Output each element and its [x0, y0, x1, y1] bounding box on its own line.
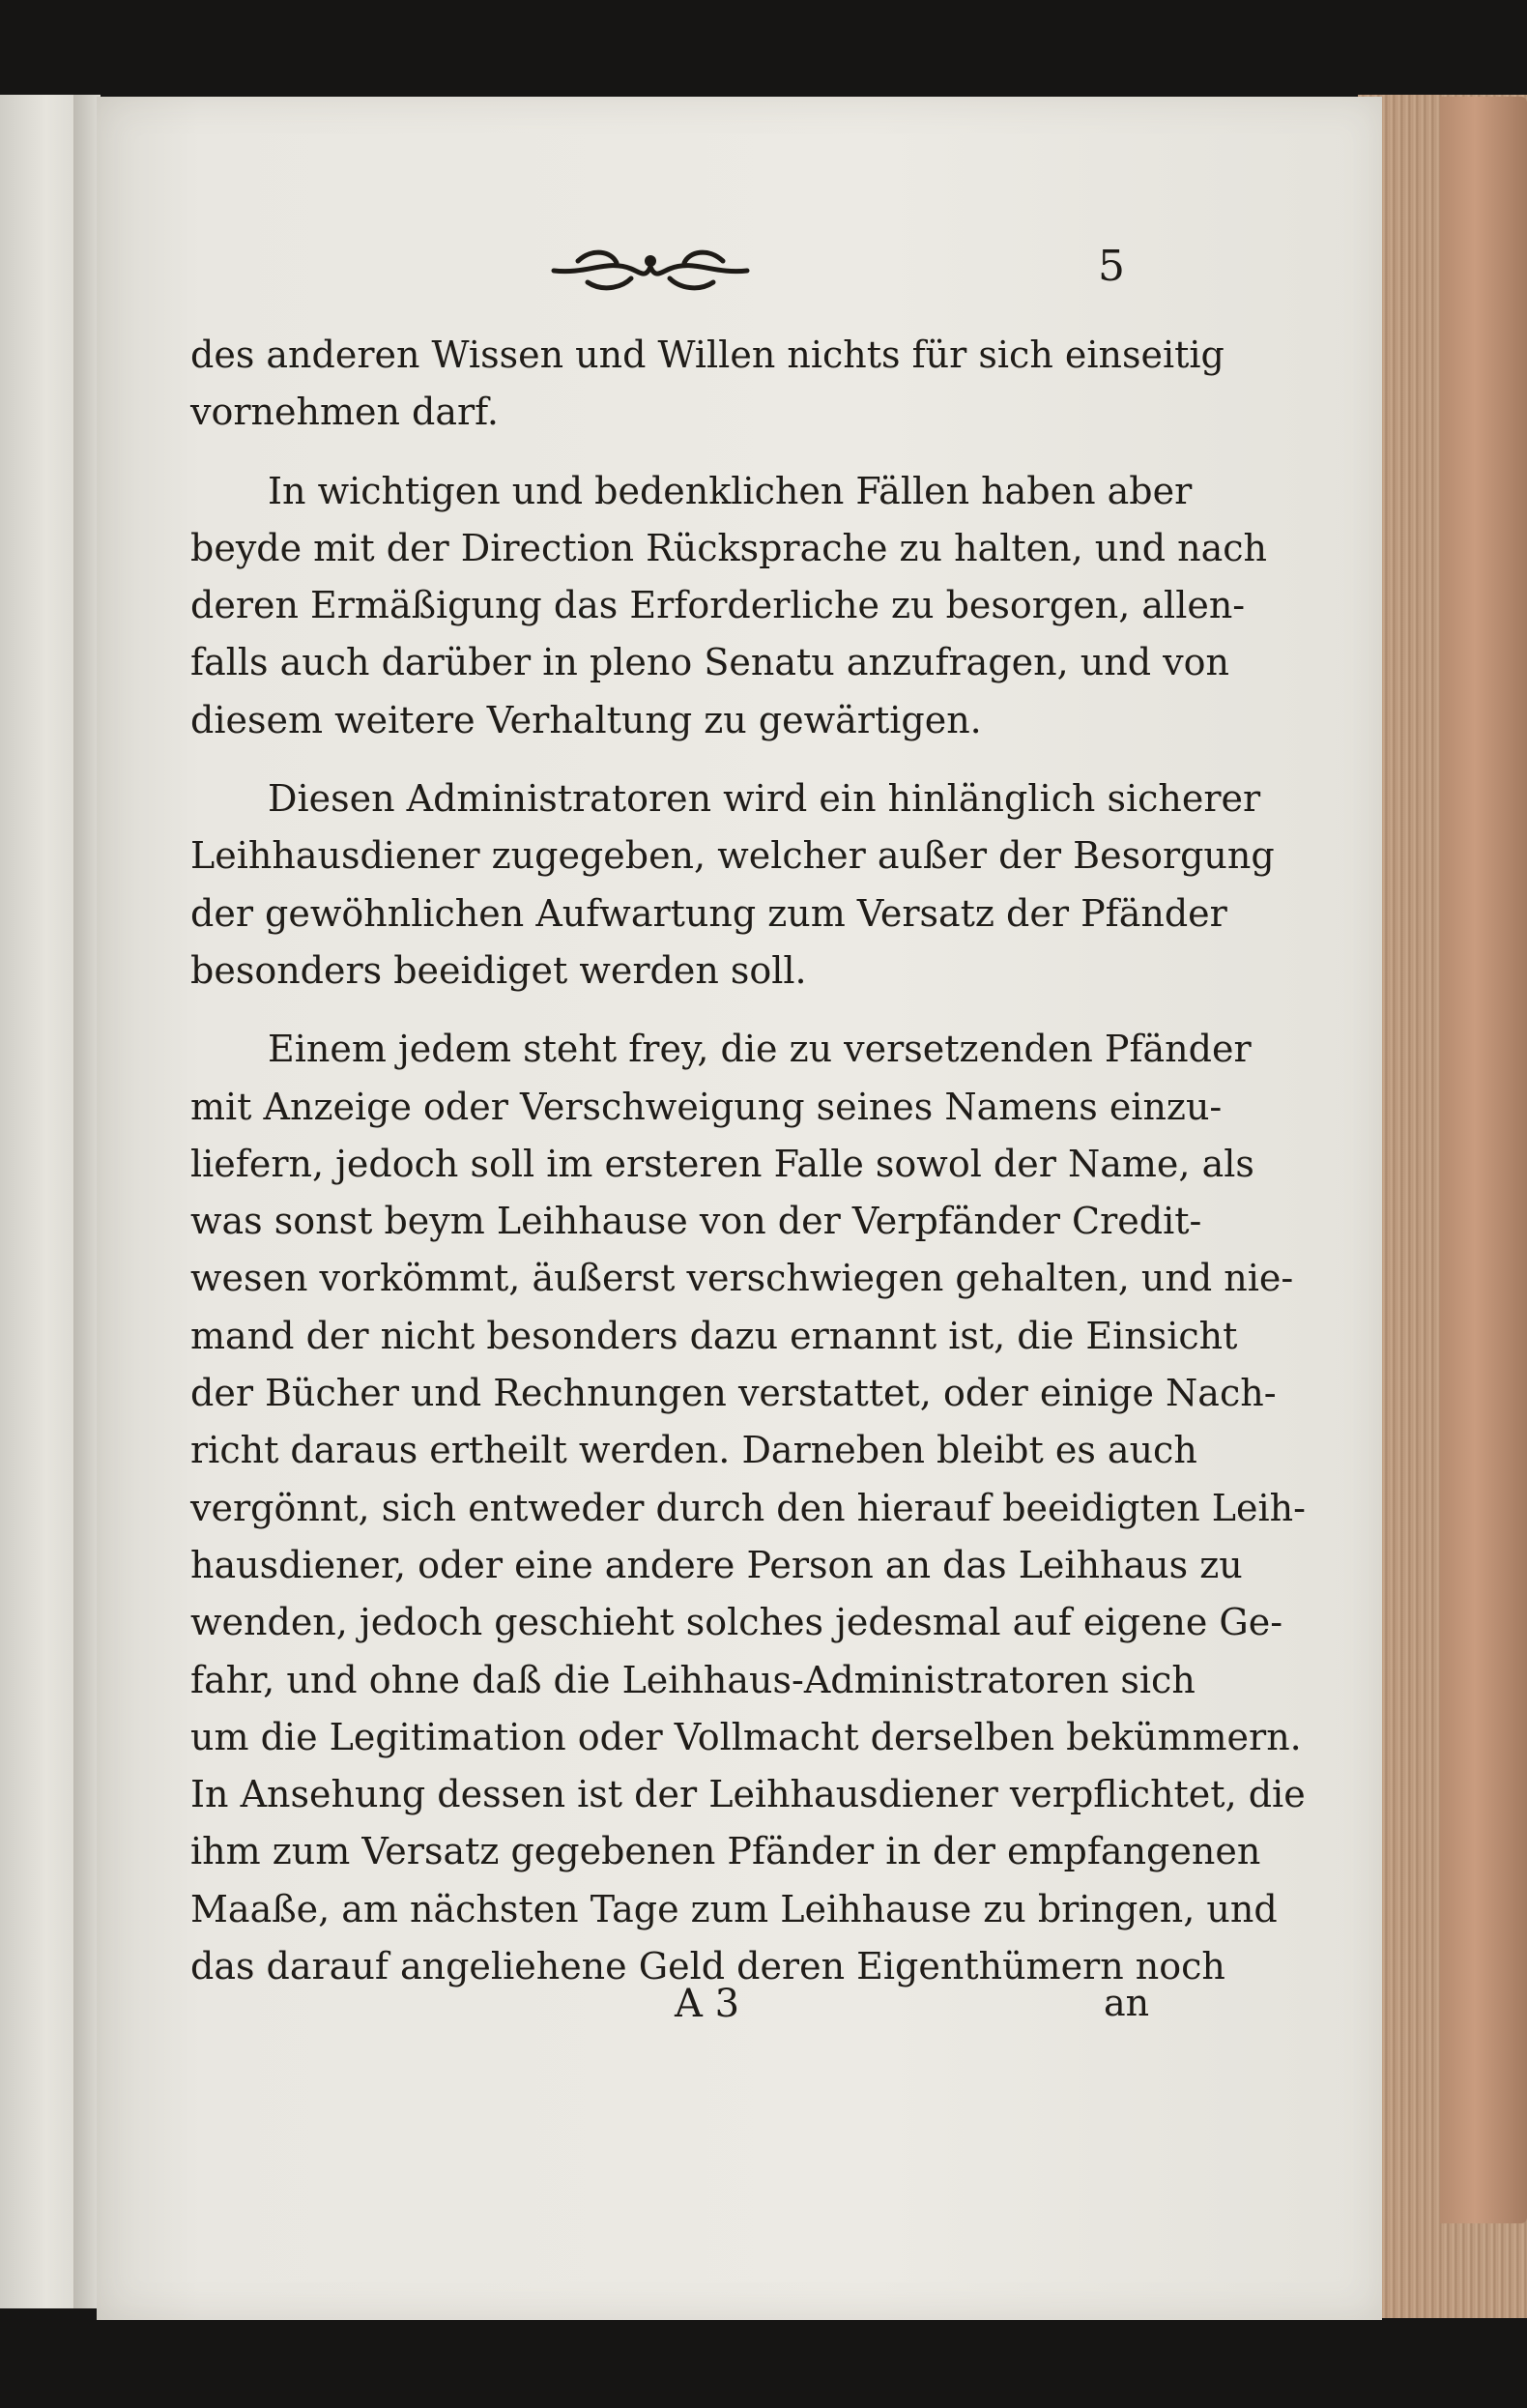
text-line: um die Legitimation oder Vollmacht derselben bekümmern.: [190, 1715, 1302, 1758]
text-line: was sonst beym Leihhause von der Verpfänder Credit-: [190, 1200, 1202, 1243]
left-page-edge: [0, 95, 78, 2308]
text-line: Diesen Administratoren wird ein hinlänglich sicherer: [268, 777, 1261, 821]
body-text: [190, 327, 1306, 1995]
text-line: wesen vorkömmt, äußerst verschwiegen gehalten, und nie-: [190, 1257, 1294, 1300]
text-line: mand der nicht besonders dazu ernannt ist, die Einsicht: [190, 1314, 1238, 1357]
text-line: vergönnt, sich entweder durch den hierauf beeidigten Leih-: [190, 1486, 1306, 1529]
text-line: besonders beeidiget werden soll.: [190, 948, 807, 992]
text-line: ihm zum Versatz gegebenen Pfänder in der empfangenen: [190, 1830, 1261, 1873]
text-line: der gewöhnlichen Aufwartung zum Versatz der Pfänder: [190, 891, 1227, 935]
paragraph: [190, 327, 1224, 442]
text-line: Leihhausdiener zugegeben, welcher außer der Besorgung: [190, 834, 1275, 878]
text-line: beyde mit der Direction Rücksprache zu halten, und nach: [190, 526, 1268, 569]
text-line: fahr, und ohne daß die Leihhaus-Administratoren sich: [190, 1658, 1196, 1701]
signature-mark: A 3: [675, 1982, 740, 2026]
text-line: mit Anzeige oder Verschweigung seines Namens einzu-: [190, 1085, 1223, 1128]
text-line: deren Ermäßigung das Erforderliche zu besorgen, allen-: [190, 584, 1246, 627]
text-line: Einem jedem steht frey, die zu versetzenden Pfänder: [268, 1028, 1252, 1071]
paragraph: [190, 463, 1268, 749]
paragraph: [190, 1021, 1306, 1995]
text-line: diesem weitere Verhaltung zu gewärtigen.: [190, 698, 982, 741]
text-line: das darauf angeliehene Geld deren Eigenthümern noch: [190, 1945, 1225, 1988]
text-line: vornehmen darf.: [190, 391, 499, 434]
text-line: In Ansehung dessen ist der Leihhausdiener verpflichtet, die: [190, 1773, 1306, 1816]
text-line: der Bücher und Rechnungen verstattet, oder einige Nach-: [190, 1372, 1277, 1415]
paragraph: [190, 770, 1275, 1000]
text-line: liefern, jedoch soll im ersteren Falle sowol der Name, als: [190, 1142, 1254, 1185]
text-line: hausdiener, oder eine andere Person an das Leihhaus zu: [190, 1543, 1243, 1586]
catchword: an: [1104, 1982, 1150, 2024]
text-line: richt daraus ertheilt werden. Darneben bleibt es auch: [190, 1429, 1197, 1472]
flourish-ornament-icon: [549, 240, 752, 298]
text-line: falls auch darüber in pleno Senatu anzufragen, und von: [190, 641, 1229, 684]
text-line: In wichtigen und bedenklichen Fällen haben aber: [268, 469, 1193, 512]
book-cover-edge: [1440, 97, 1527, 2223]
text-line: wenden, jedoch geschieht solches jedesmal auf eigene Ge-: [190, 1601, 1283, 1644]
page-number: 5: [1098, 242, 1125, 291]
text-line: Maaße, am nächsten Tage zum Leihhause zu bringen, und: [190, 1887, 1278, 1930]
text-line: des anderen Wissen und Willen nichts für sich einseitig: [190, 334, 1224, 376]
